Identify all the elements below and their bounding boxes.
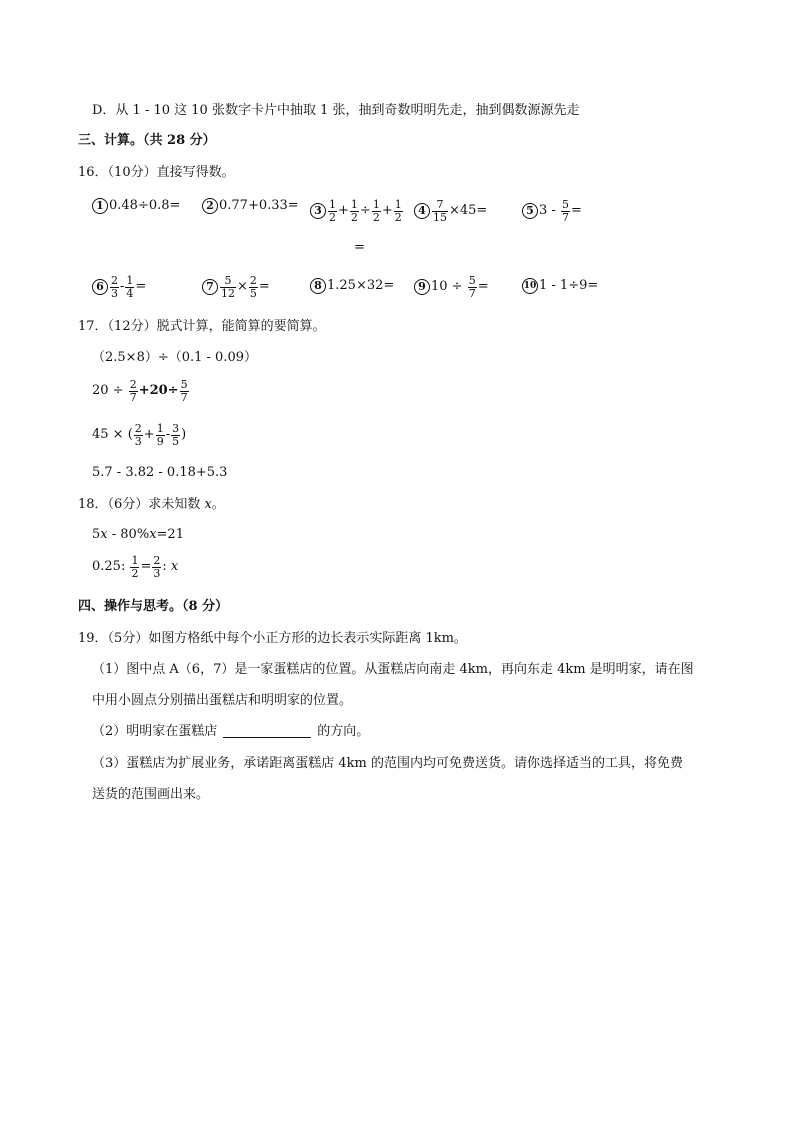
circled-number: 10 bbox=[522, 278, 538, 294]
q17-expr-2 bbox=[92, 376, 190, 407]
operator: + bbox=[338, 203, 349, 218]
q16-expr: 10 ÷ bbox=[431, 279, 467, 294]
operator: = bbox=[140, 559, 152, 574]
fraction: $\frac{7}{15}$ bbox=[433, 197, 447, 224]
fraction: $\frac{1}{4}$ bbox=[126, 273, 134, 300]
q17-expr-3 bbox=[92, 420, 186, 451]
q18-title-end: 。 bbox=[211, 497, 225, 512]
circled-number: 8 bbox=[310, 278, 326, 294]
q19-part-2-text: （2）明明家在蛋糕店 bbox=[92, 724, 218, 739]
variable: x bbox=[100, 527, 108, 542]
q16-item-4 bbox=[414, 196, 487, 227]
fraction: $\frac{1}{2}$ bbox=[394, 197, 402, 224]
q16-item-3 bbox=[310, 196, 404, 227]
circled-number: 5 bbox=[522, 203, 538, 219]
fraction: $\frac{2}{3}$ bbox=[111, 273, 118, 300]
q16-item-5 bbox=[522, 196, 582, 227]
q17-title: 17．（12分）脱式计算，能简算的要简算。 bbox=[78, 319, 326, 334]
q19-part-2 bbox=[92, 724, 369, 740]
fraction: $\frac{2}{5}$ bbox=[249, 273, 257, 300]
variable: x bbox=[149, 527, 157, 542]
expr-part: 45 × ( bbox=[92, 427, 133, 442]
operator: = bbox=[258, 279, 270, 294]
q16-expr: ×45= bbox=[449, 203, 488, 218]
q16-expr: 0.48÷0.8= bbox=[109, 198, 181, 213]
fraction: $\frac{5}{7}$ bbox=[180, 377, 188, 404]
q16-expr: 1.25×32= bbox=[327, 278, 395, 293]
eq-part: : bbox=[162, 559, 171, 574]
circled-number: 9 bbox=[414, 279, 430, 295]
operator: - bbox=[165, 427, 171, 442]
fraction: $\frac{1}{2}$ bbox=[329, 197, 336, 224]
q16-item-1 bbox=[92, 198, 180, 215]
q16-item-8 bbox=[310, 278, 394, 295]
fraction: $\frac{2}{3}$ bbox=[134, 421, 142, 448]
fraction: $\frac{1}{2}$ bbox=[131, 553, 139, 580]
q18-equation-2 bbox=[92, 552, 178, 583]
q18-title bbox=[78, 497, 225, 513]
fraction: $\frac{1}{2}$ bbox=[350, 197, 358, 224]
q16-item-10 bbox=[522, 278, 598, 295]
fraction: $\frac{2}{3}$ bbox=[153, 553, 161, 580]
circled-number: 7 bbox=[202, 279, 218, 295]
section-3-heading: 三、计算。（共 28 分） bbox=[78, 133, 216, 148]
q16-expr: 1 - 1÷9= bbox=[539, 278, 599, 293]
fraction: $\frac{5}{12}$ bbox=[221, 273, 235, 300]
q19-part-2-end: 的方向。 bbox=[317, 724, 370, 739]
fraction: $\frac{1}{2}$ bbox=[372, 197, 380, 224]
fraction: $\frac{2}{7}$ bbox=[129, 377, 137, 404]
operator: + bbox=[381, 203, 393, 218]
circled-number: 4 bbox=[414, 203, 430, 219]
variable: x bbox=[204, 497, 212, 512]
eq-part: =21 bbox=[156, 527, 184, 542]
q16-expr: 0.77+0.33= bbox=[219, 198, 299, 213]
q19-part-3-line-2: 送货的范围画出来。 bbox=[92, 787, 210, 802]
circled-number: 6 bbox=[92, 279, 108, 295]
circled-number: 2 bbox=[202, 198, 218, 214]
operator: × bbox=[237, 279, 248, 294]
q19-part-3-line-1: （3）蛋糕店为扩展业务，承诺距离蛋糕店 4km 的范围内均可免费送货。请你选择适当的工具，将免费 bbox=[92, 756, 684, 771]
q18-equation-1 bbox=[92, 527, 184, 543]
q16-item-7 bbox=[202, 272, 270, 303]
q16-expr: 3 - bbox=[539, 203, 560, 218]
q18-title-text: 18．（6分）求未知数 bbox=[78, 497, 205, 512]
q19-part-1-line-2: 中用小圆点分别描出蛋糕店和明明家的位置。 bbox=[92, 693, 353, 708]
fraction: $\frac{5}{7}$ bbox=[468, 273, 476, 300]
operator: = bbox=[135, 279, 147, 294]
operator: = bbox=[570, 203, 582, 218]
fraction: $\frac{1}{9}$ bbox=[156, 421, 164, 448]
option-d: D．从 1 - 10 这 10 张数字卡片中抽取 1 张，抽到奇数明明先走，抽到偶数源源先走 bbox=[92, 103, 580, 118]
q16-item-9 bbox=[414, 272, 489, 303]
expr-part: +20÷ bbox=[138, 383, 179, 398]
q17-expr-1: （2.5×8）÷（0.1 - 0.09） bbox=[92, 350, 258, 365]
operator: = bbox=[477, 279, 489, 294]
answer-blank[interactable] bbox=[223, 725, 311, 738]
q16-item-3-equals: = bbox=[354, 240, 365, 255]
operator: ÷ bbox=[359, 203, 371, 218]
q16-item-6 bbox=[92, 272, 146, 303]
eq-part: 0.25: bbox=[92, 559, 130, 574]
fraction: $\frac{3}{5}$ bbox=[172, 421, 180, 448]
q16-title: 16．（10分）直接写得数。 bbox=[78, 165, 235, 180]
expr-part: 20 ÷ bbox=[92, 383, 128, 398]
eq-part: - 80% bbox=[107, 527, 150, 542]
q17-expr-4: 5.7 - 3.82 - 0.18+5.3 bbox=[92, 465, 228, 480]
q16-item-2 bbox=[202, 198, 299, 215]
q19-part-1-line-1: （1）图中点 A（6，7）是一家蛋糕店的位置。从蛋糕店向南走 4km，再向东走 4km 是明明家，请在图 bbox=[92, 662, 694, 677]
variable: x bbox=[170, 559, 179, 574]
fraction: $\frac{5}{7}$ bbox=[561, 197, 569, 224]
operator: - bbox=[120, 279, 125, 294]
section-4-heading: 四、操作与思考。（8 分） bbox=[78, 599, 229, 614]
circled-number: 1 bbox=[92, 198, 108, 214]
eq-part: 5 bbox=[92, 527, 101, 542]
q19-title: 19．（5分）如图方格纸中每个小正方形的边长表示实际距离 1km。 bbox=[78, 631, 467, 646]
expr-part: ) bbox=[181, 427, 187, 442]
operator: + bbox=[143, 427, 155, 442]
circled-number: 3 bbox=[310, 203, 326, 219]
